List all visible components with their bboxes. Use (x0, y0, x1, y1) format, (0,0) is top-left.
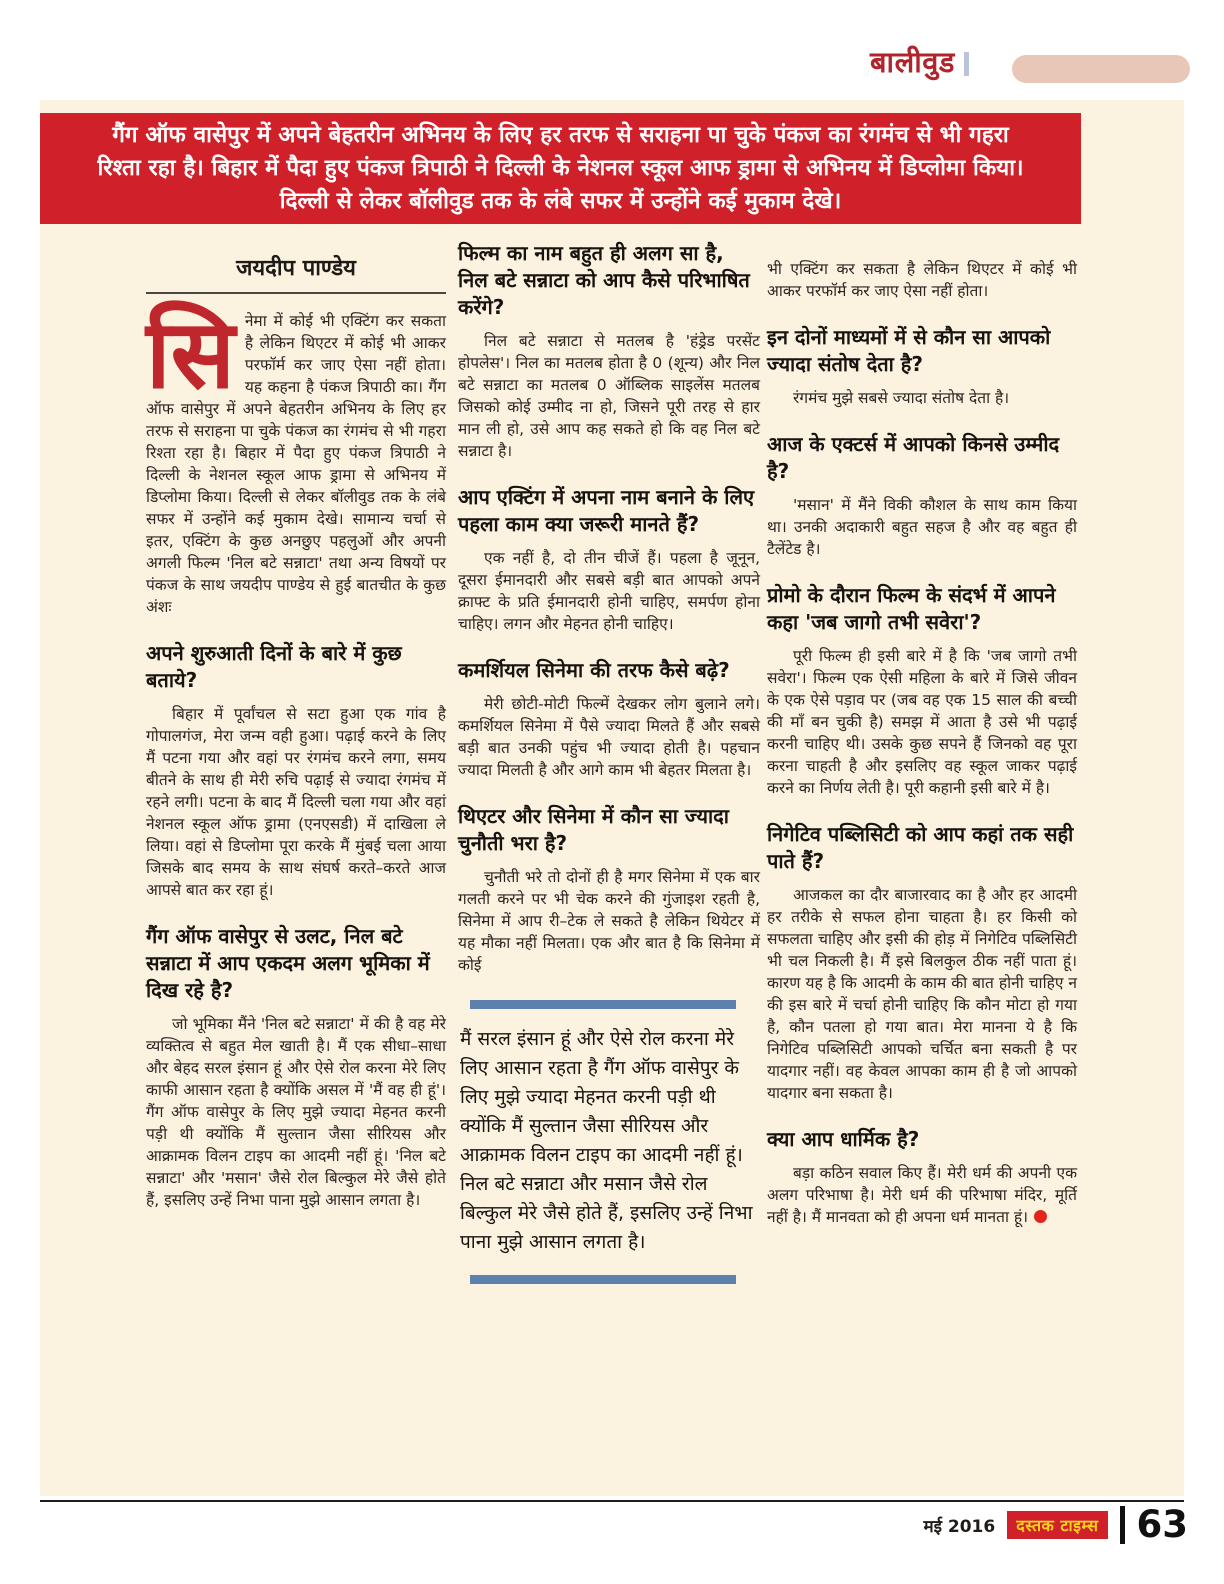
section-divider-tick (964, 52, 969, 76)
column-3 (767, 258, 1077, 1228)
interview-answer: 'मसान' में मैंने विकी कौशल के साथ काम किया था। उनकी अदाकारी बहुत सहज है और वह बहुत ही टैलेंटेड है। (767, 496, 1077, 558)
interview-answer: बिहार में पूर्वांचल से सटा हुआ एक गांव है गोपालगंज, मेरा जन्म वही हुआ। पढ़ाई करने के लिए मैं पटना गया और वहां पर रंगमंच करने लगा, समय बीतने के साथ ही मेरी रुचि पढ़ाई से ज्यादा रंगमंच में रहने लगी। पटना के बाद मैं दिल्ली चला गया और वहां नेशनल स्कूल ऑफ ड्रामा (एनएसडी) में दाखिला ले लिया। वहां से डिप्लोमा पूरा करके मैं मुंबई चला आया जिसके बाद समय के साथ संघर्ष करते–करते आज आपसे बात कर रहा हूं। (146, 705, 446, 899)
section-title: बालीवुड (870, 45, 955, 79)
interview-question: फिल्म का नाम बहुत ही अलग सा है, निल बटे सन्नाटा को आप कैसे परिभाषित करेंगे? (458, 241, 750, 319)
footer (923, 1503, 1188, 1546)
continuation-paragraph: भी एक्टिंग कर सकता है लेकिन थिएटर में कोई भी आकर परफॉर्म कर जाए ऐसा नहीं होता। (767, 260, 1077, 300)
interview-question: थिएटर और सिनेमा में कौन सा ज्यादा चुनौती भरा है? (458, 804, 729, 855)
interview-answer (767, 1162, 1077, 1228)
article-background (40, 100, 1184, 1496)
drop-cap: सि (146, 300, 235, 410)
footer-vertical-bar (1120, 1506, 1125, 1544)
interview-question: निगेटिव पब्लिसिटी को आप कहां तक सही पाते हैं? (767, 822, 1074, 873)
page-number: 63 (1136, 1503, 1188, 1546)
pull-quote-block (458, 1000, 760, 1284)
intro-text: नेमा में कोई भी एक्टिंग कर सकता है लेकिन थिएटर में कोई भी आकर परफॉर्म कर जाए ऐसा नहीं होता। यह कहना है पंकज त्रिपाठी का। गैंग ऑफ वासेपुर में अपने बेहतरीन अभिनय के लिए हर तरफ से सराहना पा चुके पंकज का रंगमंच से भी गहरा रिश्ता रहा है। बिहार में पैदा हुए पंकज त्रिपाठी ने दिल्ली के नेशनल स्कूल आफ ड्रामा से अभिनय में डिप्लोमा किया। दिल्ली से लेकर बॉलीवुड तक के लंबे सफर में उन्होंने कई मुकाम देखे। सामान्य चर्चा से इतर, एक्टिंग के कुछ अनछुए पहलुओं और अपनी अगली फिल्म 'निल बटे सन्नाटा' तथा अन्य विषयों पर पंकज के साथ जयदीप पाण्डेय से हुई बातचीत के कुछ अंशः (146, 312, 446, 616)
footer-date: मई 2016 (923, 1516, 996, 1537)
interview-answer: निल बटे सन्नाटा से मतलब है 'हंड्रेड परसेंट होपलेस'। निल का मतलब होता है 0 (शून्य) और निल बटे सन्नाटा का मतलब 0 ऑब्लिक साइलेंस मतलब जिसको कोई उम्मीद ना हो, जिसने पूरी तरह से हार मान ली हो, उसे आप कह सकते हो कि वह निल बटे सन्नाटा है। (458, 332, 760, 460)
byline: जयदीप पाण्डेय (146, 252, 446, 294)
intro-banner (40, 113, 1081, 224)
quote-bottom-bar (470, 1275, 736, 1284)
interview-question: आज के एक्टर्स में आपको किनसे उम्मीद है? (767, 432, 1060, 483)
magazine-logo: दस्तक टाइम्स (1007, 1511, 1107, 1539)
footer-rule (40, 1500, 1184, 1502)
interview-answer: मेरी छोटी-मोटी फिल्में देखकर लोग बुलाने लगे। कमर्शियल सिनेमा में पैसे ज्यादा मिलते हैं और सबसे बड़ी बात उनकी पहुंच भी ज्यादा होती है। पहचान ज्यादा मिलती है और आगे काम भी बेहतर मिलता है। (458, 695, 760, 779)
pull-quote-text: मैं सरल इंसान हूं और ऐसे रोल करना मेरे लिए आसान रहता है गैंग ऑफ वासेपुर के लिए मुझे ज्यादा मेहनत करनी पड़ी थी क्योंकि मैं सुल्तान जैसा सीरियस और आक्रामक विलन टाइप का आदमी नहीं हूं। निल बटे सन्नाटा और मसान जैसे रोल बिल्कुल मेरे जैसे होते हैं, इसलिए उन्हें निभा पाना मुझे आसान लगता है। (460, 1028, 753, 1253)
interview-answer: एक नहीं है, दो तीन चीजें हैं। पहला है जूनून, दूसरा ईमानदारी और सबसे बड़ी बात आपको अपने क्राफ्ट के प्रति ईमानदारी होनी चाहिए, समर्पण होना चाहिए। लगन और मेहनत होनी चाहिए। (458, 549, 760, 633)
final-answer-text: बड़ा कठिन सवाल किए हैं। मेरी धर्म की अपनी एक अलग परिभाषा है। मेरी धर्म की परिभाषा मंदिर, मूर्ति नहीं है। मैं मानवता को ही अपना धर्म मानता हूं। (767, 1164, 1077, 1226)
header-pill-decoration (1012, 55, 1190, 83)
interview-question: प्रोमो के दौरान फिल्म के संदर्भ में आपने कहा 'जब जागो तभी सवेरा'? (767, 583, 1056, 634)
interview-question: कमर्शियल सिनेमा की तरफ कैसे बढ़े? (458, 658, 730, 682)
quote-top-bar (470, 1000, 736, 1009)
column-2 (458, 240, 760, 1284)
interview-question: क्या आप धार्मिक है? (767, 1127, 920, 1151)
intro-banner-text: गैंग ऑफ वासेपुर में अपने बेहतरीन अभिनय के लिए हर तरफ से सराहना पा चुके पंकज का रंगमंच से भी गहरा रिश्ता रहा है। बिहार में पैदा हुए पंकज त्रिपाठी ने दिल्ली के नेशनल स्कूल आफ ड्रामा से अभिनय में डिप्लोमा किया। दिल्ली से लेकर बॉलीवुड तक के लंबे सफर में उन्होंने कई मुकाम देखे। (97, 122, 1024, 214)
interview-answer: पूरी फिल्म ही इसी बारे में है कि 'जब जागो तभी सवेरा'। फिल्म एक ऐसी महिला के बारे में जिसे जीवन के एक ऐसे पड़ाव पर (जब वह एक 15 साल की बच्ची की माँ बन चुकी है) समझ में आता है उसे भी पढ़ाई करनी चाहिए थी। उसके कुछ सपने हैं जिनको वह पूरा करना चाहती है और इसलिए वह स्कूल जाकर पढ़ाई करने का निर्णय लेती है। पूरी कहानी इसी बारे में है। (767, 647, 1077, 797)
interview-question: गैंग ऑफ वासेपुर से उलट, निल बटे सन्नाटा में आप एकदम अलग भूमिका में दिख रहे है? (146, 924, 430, 1002)
interview-answer: जो भूमिका मैंने 'निल बटे सन्नाटा' में की है वह मेरे व्यक्तित्व से बहुत मेल खाती है। मैं एक सीधा–साधा और बेहद सरल इंसान हूं और ऐसे रोल करना मेरे लिए काफी आसान रहता है क्योंकि असल में 'मैं वह ही हूं'। गैंग ऑफ वासेपुर के लिए मुझे ज्यादा मेहनत करनी पड़ी थी क्योंकि मैं सुल्तान जैसा सीरियस और आक्रामक विलन टाइप का आदमी नहीं हूं। 'निल बटे सन्नाटा' और 'मसान' जैसे रोल बिल्कुल मेरे जैसे होते हैं, इसलिए उन्हें निभा पाना मुझे आसान लगता है। (146, 1015, 446, 1209)
intro-paragraph (146, 300, 446, 618)
interview-answer: आजकल का दौर बाजारवाद का है और हर आदमी हर तरीके से सफल होना चाहता है। हर किसी को सफलता चाहिए और इसी की होड़ में निगेटिव पब्लिसिटी भी चल निकली है। मैं इसे बिलकुल ठीक नहीं पाता हूं। कारण यह है कि आदमी के काम की बात होनी चाहिए न की इस बारे में चर्चा होनी चाहिए कि कौन मोटा हो गया है, कौन पतला हो गया बात। मेरा मानना ये है कि निगेटिव पब्लिसिटी आपको चर्चित बना सकती है पर यादगार नहीं। वह केवल आपका काम ही है जो आपको यादगार बना सकता है। (767, 886, 1077, 1102)
interview-answer: रंगमंच मुझे सबसे ज्यादा संतोष देता है। (793, 389, 1010, 407)
interview-question: इन दोनों माध्यमों में से कौन सा आपको ज्यादा संतोष देता है? (767, 325, 1051, 376)
interview-question: अपने शुरुआती दिनों के बारे में कुछ बताये? (146, 641, 402, 692)
interview-answer: चुनौती भरे तो दोनों ही है मगर सिनेमा में एक बार गलती करने पर भी चेक करने की गुंजाइश रहती है, सिनेमा में आप री–टेक ले सकते है लेकिन थियेटर में यह मौका नहीं मिलता। एक और बात है कि सिनेमा में कोई (458, 868, 760, 974)
column-1 (146, 252, 446, 1211)
article-end-dot-icon (1034, 1210, 1047, 1223)
interview-question: आप एक्टिंग में अपना नाम बनाने के लिए पहला काम क्या जरूरी मानते हैं? (458, 485, 755, 536)
